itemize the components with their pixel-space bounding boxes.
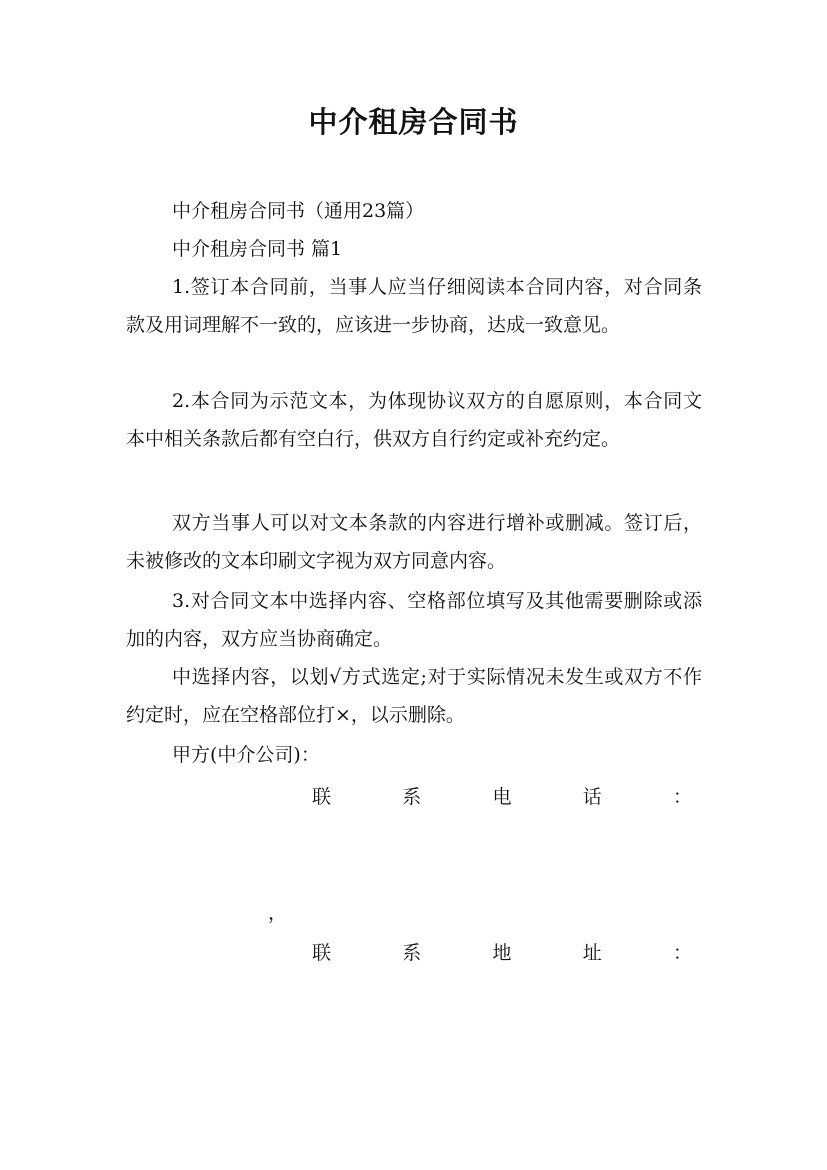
document-subtitle: 中介租房合同书（通用23篇）: [172, 200, 425, 222]
phone-char: 联: [312, 786, 332, 808]
address-colon: ：: [672, 942, 692, 964]
section-heading: 中介租房合同书 篇1: [172, 238, 343, 260]
phone-colon: ：: [672, 786, 692, 808]
paragraph-2: 2.本合同为示范文本，为体现协议双方的自愿原则，本合同文本中相关条款后都有空白行，供双方自行约定或补充约定。: [126, 390, 702, 450]
comma-mark: ，: [268, 902, 288, 924]
paragraph-5: 中选择内容，以划√方式选定;对于实际情况未发生或双方不作约定时，应在空格部位打×，以示删除。: [126, 666, 702, 726]
contact-phone-label: [312, 782, 692, 809]
address-char: 址: [582, 942, 602, 964]
address-char: 联: [312, 942, 332, 964]
address-char: 系: [402, 942, 422, 964]
phone-char: 电: [492, 786, 512, 808]
phone-char: 话: [582, 786, 602, 808]
paragraph-3: 双方当事人可以对文本条款的内容进行增补或删减。签订后，未被修改的文本印刷文字视为双方同意内容。: [126, 512, 702, 572]
paragraph-1: 1.签订本合同前，当事人应当仔细阅读本合同内容，对合同条款及用词理解不一致的，应该进一步协商，达成一致意见。: [126, 276, 702, 336]
phone-char: 系: [402, 786, 422, 808]
address-char: 地: [492, 942, 512, 964]
party-a-label: 甲方(中介公司)：: [172, 744, 320, 766]
contact-address-label: [312, 938, 692, 965]
paragraph-4: 3.对合同文本中选择内容、空格部位填写及其他需要删除或添加的内容，双方应当协商确定。: [126, 590, 702, 650]
document-title: 中介租房合同书: [308, 105, 519, 139]
